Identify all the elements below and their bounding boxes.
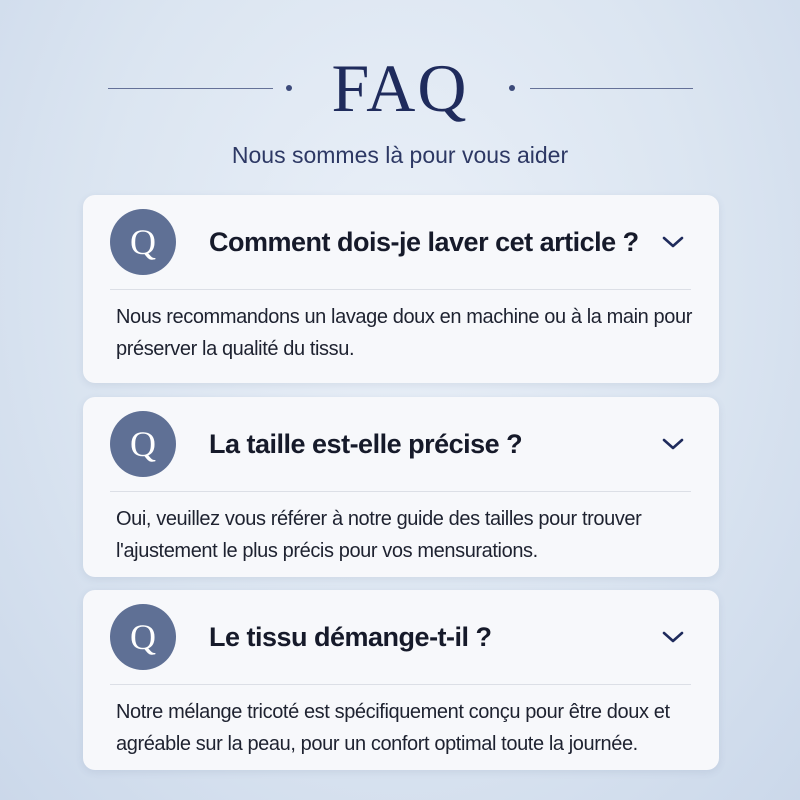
faq-question[interactable]: Le tissu démange-t-il ? bbox=[209, 622, 492, 652]
page-subtitle: Nous sommes là pour vous aider bbox=[231, 142, 569, 168]
faq-answer: Notre mélange tricoté est spécifiquement conçu pour être doux et agréable sur la peau, pour un confort optimal toute la journée. bbox=[116, 701, 670, 755]
faq-answer: Nous recommandons un lavage doux en machine ou à la main pour préserver la qualité du tissu. bbox=[116, 306, 692, 360]
faq-item-washing[interactable] bbox=[83, 195, 719, 383]
chevron-down-icon[interactable] bbox=[661, 627, 685, 647]
faq-divider bbox=[110, 684, 691, 685]
faq-question[interactable]: Comment dois-je laver cet article ? bbox=[209, 227, 639, 257]
faq-header bbox=[0, 0, 800, 180]
page-title: FAQ bbox=[331, 50, 469, 126]
q-badge-icon: Q bbox=[110, 411, 176, 477]
chevron-down-icon[interactable] bbox=[661, 434, 685, 454]
faq-item-sizing[interactable] bbox=[83, 397, 719, 577]
right-dot-ornament bbox=[509, 85, 515, 91]
faq-divider bbox=[110, 491, 691, 492]
left-divider-line bbox=[108, 88, 273, 89]
right-divider-line bbox=[530, 88, 693, 89]
q-badge-icon: Q bbox=[110, 604, 176, 670]
faq-divider bbox=[110, 289, 691, 290]
chevron-down-icon[interactable] bbox=[661, 232, 685, 252]
faq-question[interactable]: La taille est-elle précise ? bbox=[209, 429, 523, 459]
faq-answer: Oui, veuillez vous référer à notre guide des tailles pour trouver l'ajustement le plus précis pour vos mensurations. bbox=[116, 508, 642, 562]
q-badge-icon: Q bbox=[110, 209, 176, 275]
faq-item-fabric[interactable] bbox=[83, 590, 719, 770]
left-dot-ornament bbox=[286, 85, 292, 91]
